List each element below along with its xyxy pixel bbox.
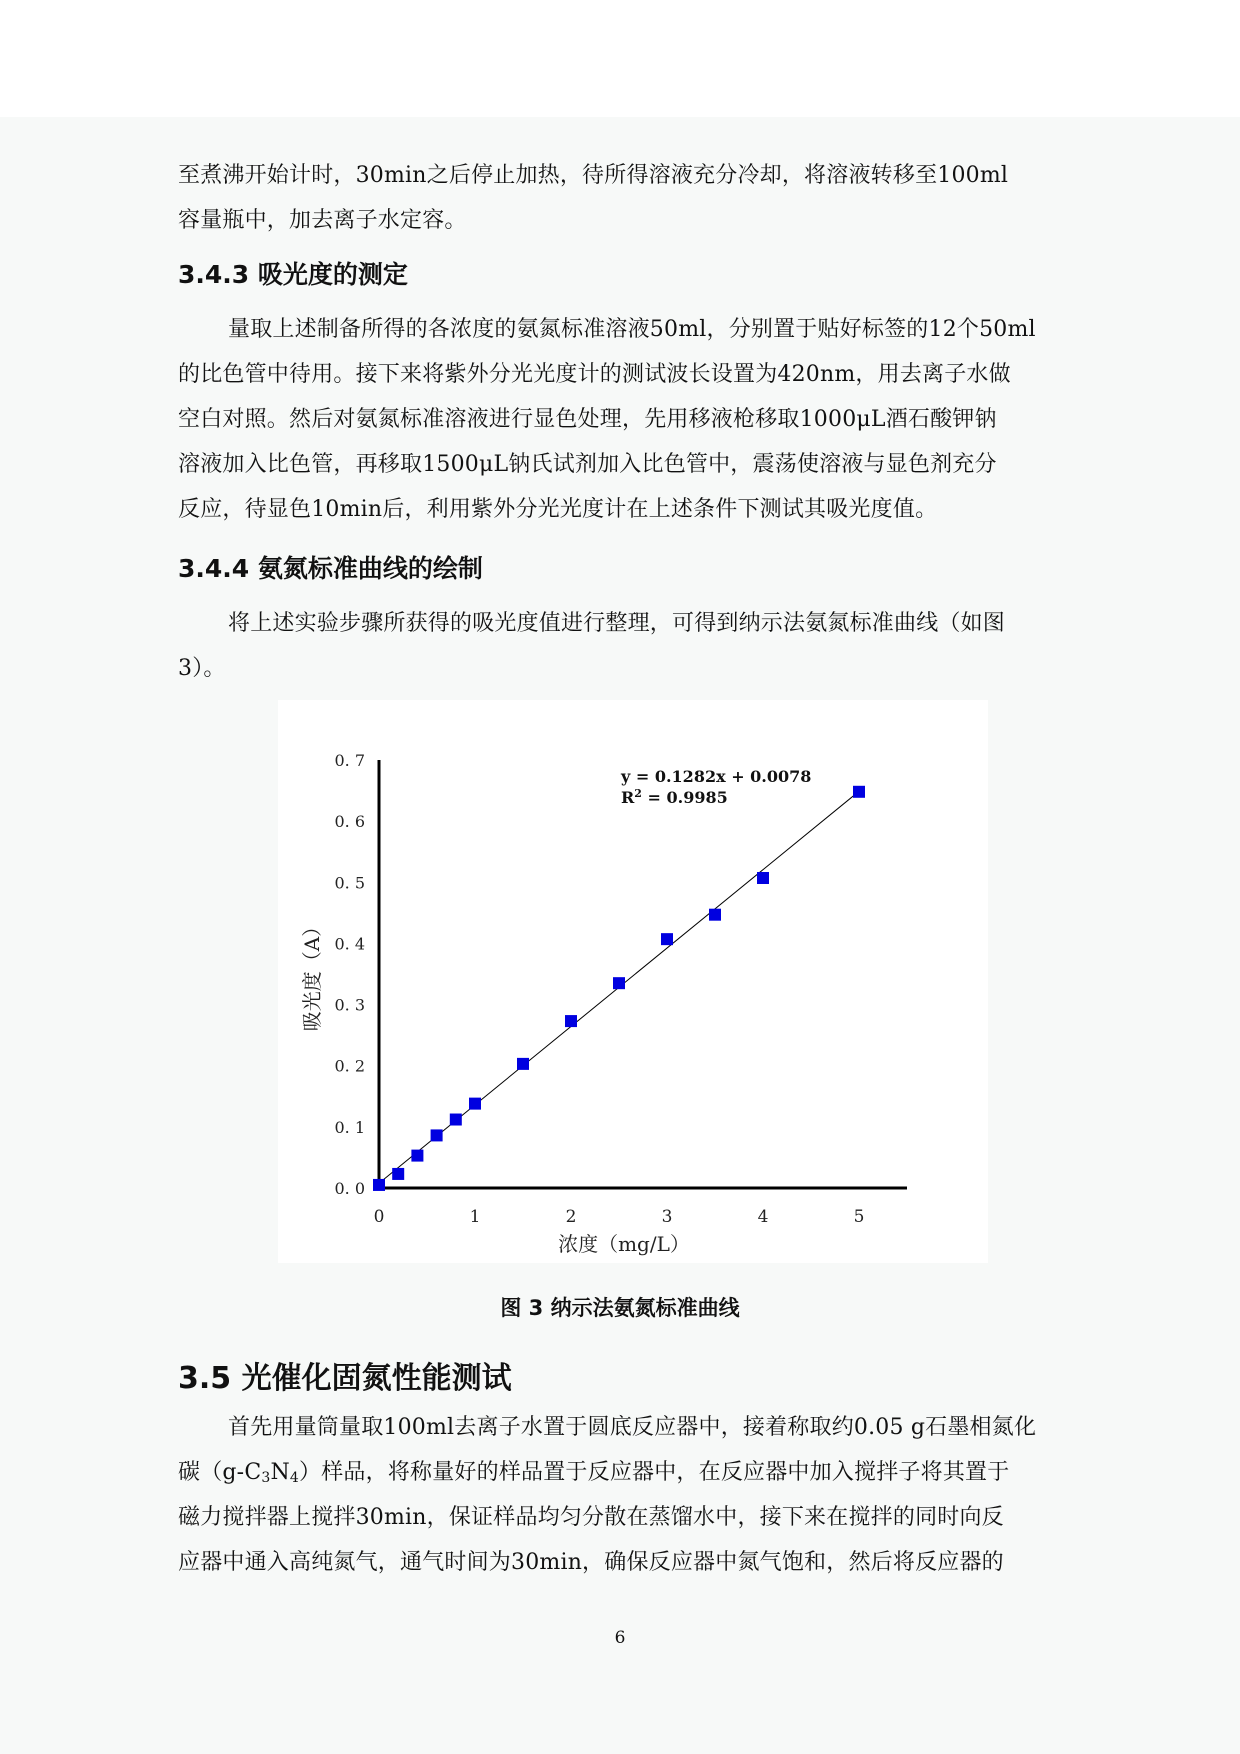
paragraph-line: 至煮沸开始计时，30min之后停止加热，待所得溶液充分冷却，将溶液转移至100ml: [178, 163, 1009, 188]
y-tick-label: 0. 3: [334, 995, 365, 1015]
data-point-marker: [517, 1058, 529, 1070]
paragraph-line: 溶液加入比色管，再移取1500μL钠氏试剂加入比色管中，震荡使溶液与显色剂充分: [178, 452, 997, 477]
paragraph-line: 磁力搅拌器上搅拌30min，保证样品均匀分散在蒸馏水中，接下来在搅拌的同时向反: [178, 1505, 1004, 1530]
data-point-marker: [411, 1150, 423, 1162]
text: 碳（g-C: [178, 1460, 262, 1485]
x-tick-label: 4: [757, 1207, 769, 1227]
data-point-marker: [853, 786, 865, 798]
y-tick-label: 0. 4: [334, 934, 365, 954]
paragraph-line: 的比色管中待用。接下来将紫外分光光度计的测试波长设置为420nm，用去离子水做: [178, 362, 1011, 387]
paragraph-line: 反应，待显色10min后，利用紫外分光光度计在上述条件下测试其吸光度值。: [178, 497, 938, 522]
paragraph-line: 首先用量筒量取100ml去离子水置于圆底反应器中，接着称取约0.05 g石墨相氮化: [228, 1415, 1037, 1440]
y-axis-title: 吸光度（A）: [300, 916, 324, 1032]
paragraph-line: 容量瓶中，加去离子水定容。: [178, 208, 467, 233]
data-point-marker: [373, 1179, 385, 1191]
x-tick-label: 2: [565, 1207, 577, 1227]
subscript: 4: [289, 1470, 300, 1486]
y-tick-label: 0. 5: [334, 873, 365, 893]
paragraph-line-formula: [178, 1458, 1093, 1488]
data-point-marker: [661, 933, 673, 945]
y-tick-label: 0. 7: [334, 751, 365, 770]
data-point-marker: [757, 872, 769, 884]
r-squared-label: $R^2 = 0.9985$: [621, 787, 728, 807]
y-tick-label: 0. 6: [334, 812, 365, 832]
section-heading-3-4-4: 3.4.4 氨氮标准曲线的绘制: [178, 554, 483, 583]
paragraph-line: 应器中通入高纯氮气，通气时间为30min，确保反应器中氮气饱和，然后将反应器的: [178, 1550, 1004, 1575]
page-top-margin: [0, 0, 1240, 117]
text: ）样品，将称量好的样品置于反应器中，在反应器中加入搅拌子将其置于: [299, 1460, 1010, 1485]
y-tick-label: 0. 1: [334, 1117, 365, 1137]
section-heading-3-5: 3.5 光催化固氮性能测试: [178, 1361, 512, 1396]
page-number: 6: [614, 1628, 626, 1648]
x-tick-label: 3: [661, 1207, 673, 1227]
data-point-marker: [565, 1015, 577, 1027]
paragraph-line: 空白对照。然后对氨氮标准溶液进行显色处理，先用移液枪移取1000μL酒石酸钾钠: [178, 407, 997, 432]
paragraph-line: 量取上述制备所得的各浓度的氨氮标准溶液50ml，分别置于贴好标签的12个50ml: [228, 317, 1036, 342]
scatter-chart: [278, 700, 988, 1263]
figure-standard-curve: [278, 700, 988, 1263]
x-axis-title: 浓度（mg/L）: [558, 1232, 690, 1256]
data-point-marker: [469, 1098, 481, 1110]
text: N: [270, 1460, 290, 1485]
section-heading-3-4-3: 3.4.3 吸光度的测定: [178, 260, 408, 289]
trendline-equation: y = 0.1282x + 0.0078: [621, 767, 812, 786]
x-tick-label: 5: [853, 1207, 865, 1227]
x-tick-label: 0: [373, 1207, 385, 1227]
paragraph-line: 3）。: [178, 656, 226, 681]
data-point-marker: [613, 977, 625, 989]
y-tick-label: 0. 0: [334, 1179, 365, 1198]
x-tick-label: 1: [469, 1207, 481, 1227]
data-point-marker: [450, 1114, 462, 1126]
y-tick-label: 0. 2: [334, 1056, 365, 1076]
data-point-marker: [392, 1168, 404, 1180]
figure-caption: 图 3 纳示法氨氮标准曲线: [500, 1296, 740, 1320]
data-point-marker: [709, 909, 721, 921]
subscript: 3: [261, 1470, 271, 1486]
paragraph-line: 将上述实验步骤所获得的吸光度值进行整理，可得到纳示法氨氮标准曲线（如图: [228, 611, 1006, 636]
data-point-marker: [431, 1129, 443, 1141]
